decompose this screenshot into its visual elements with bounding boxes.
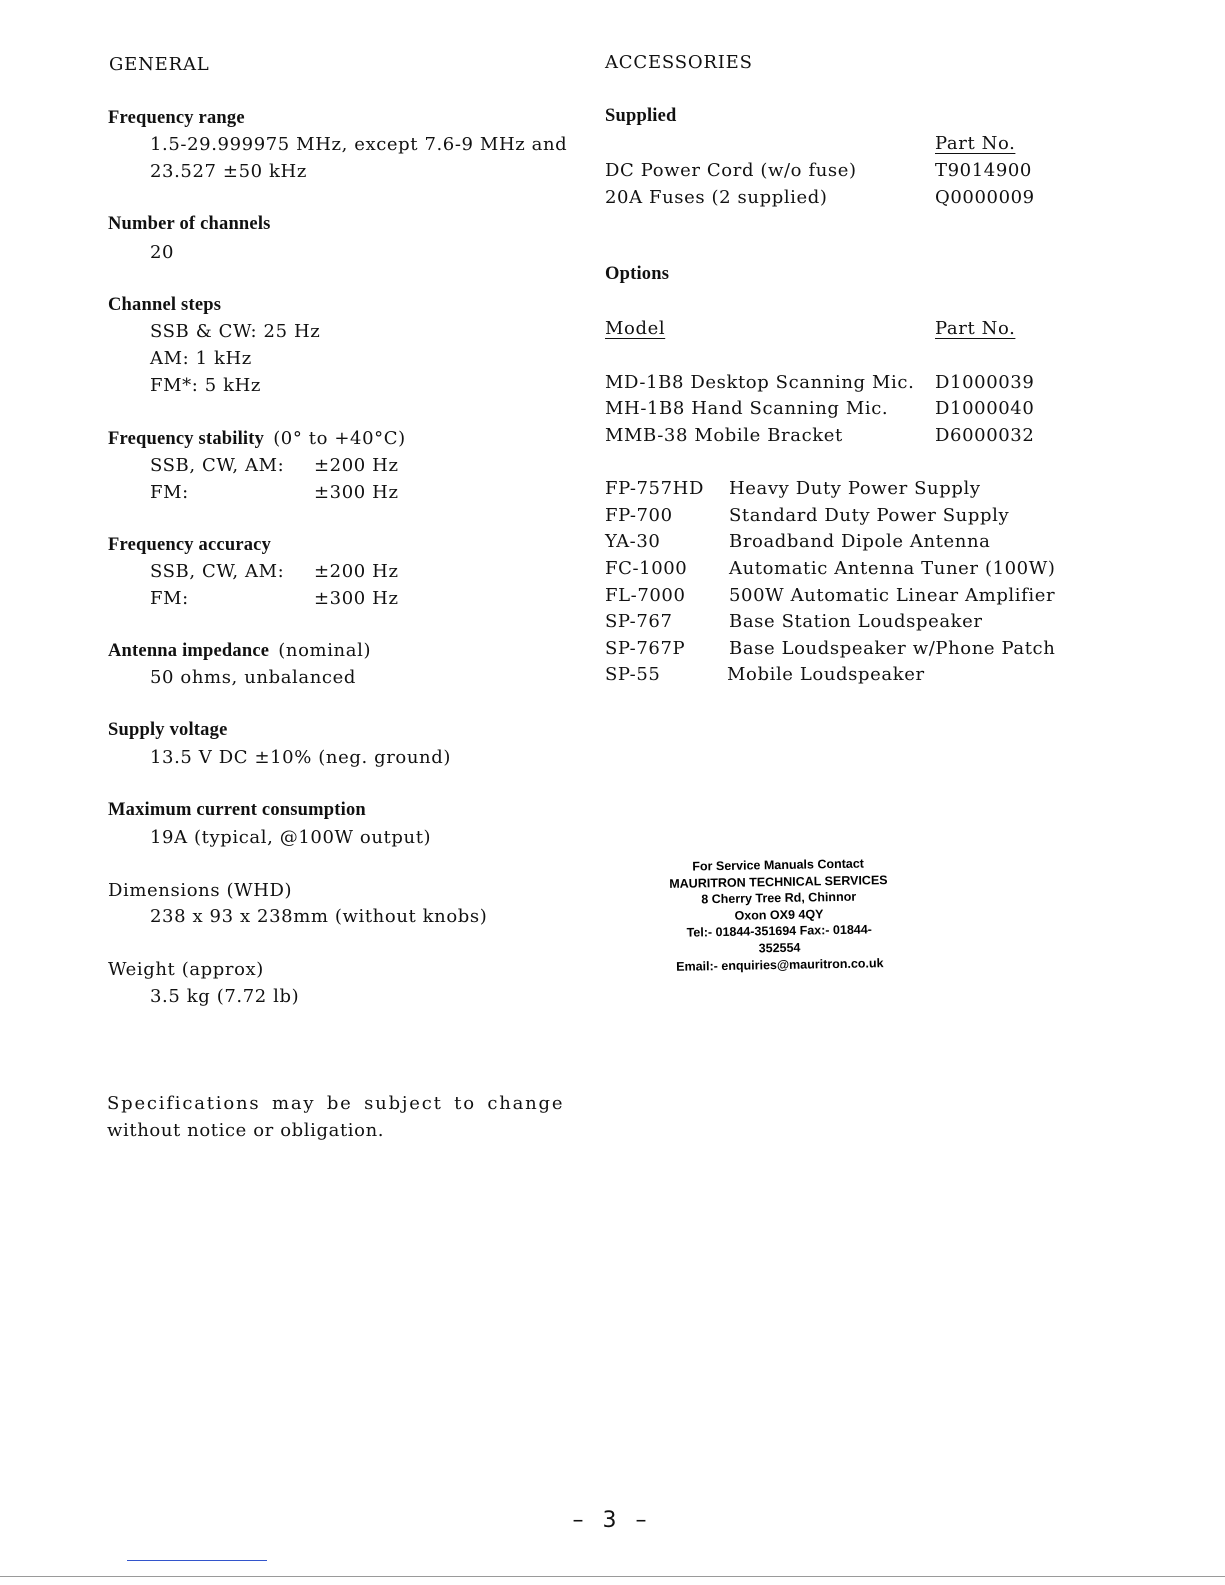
model-2-code: FP-700: [605, 505, 673, 526]
steps-label: Channel steps: [108, 295, 222, 315]
model-3-desc: Broadband Dipole Antenna: [729, 531, 991, 552]
supplied-part-header: Part No.: [935, 133, 1016, 154]
stability-ssb-label: SSB, CW, AM:: [150, 455, 285, 476]
option-item-3-part: D6000032: [935, 425, 1035, 446]
options-model-header: Model: [605, 318, 666, 339]
weight-value: 3.5 kg (7.72 lb): [150, 986, 300, 1007]
stability-fm-label: FM:: [150, 482, 189, 503]
accuracy-fm-value: ±300 Hz: [314, 588, 399, 609]
accuracy-ssb-label: SSB, CW, AM:: [150, 561, 285, 582]
model-5-code: FL-7000: [605, 585, 686, 606]
model-2-desc: Standard Duty Power Supply: [729, 505, 1010, 526]
impedance-qualifier: (nominal): [278, 640, 372, 661]
option-item-3-name: MMB-38 Mobile Bracket: [605, 425, 843, 446]
contact-line-6: Email:- enquiries@mauritron.co.uk: [676, 955, 884, 974]
model-8-desc: Mobile Loudspeaker: [727, 664, 925, 685]
freq-range-label: Frequency range: [108, 108, 245, 128]
supplied-item-1-part: T9014900: [935, 160, 1032, 181]
page-number: – 3 –: [572, 1508, 653, 1533]
contact-line-2: MAURITRON TECHNICAL SERVICES: [669, 872, 888, 891]
scan-edge-mark: [127, 1560, 267, 1561]
voltage-label: Supply voltage: [108, 720, 228, 740]
dimensions-value: 238 x 93 x 238mm (without knobs): [150, 906, 488, 927]
supplied-item-2-part: Q0000009: [935, 187, 1035, 208]
current-value: 19A (typical, @100W output): [150, 827, 432, 848]
freq-range-line2: 23.527 ±50 kHz: [150, 161, 307, 182]
stability-fm-value: ±300 Hz: [314, 482, 399, 503]
options-part-header: Part No.: [935, 318, 1016, 339]
model-7-desc: Base Loudspeaker w/Phone Patch: [729, 638, 1056, 659]
steps-am: AM: 1 kHz: [150, 348, 252, 369]
model-4-code: FC-1000: [605, 558, 688, 579]
impedance-value: 50 ohms, unbalanced: [150, 667, 356, 688]
model-6-code: SP-767: [605, 611, 673, 632]
steps-ssb-cw: SSB & CW: 25 Hz: [150, 321, 321, 342]
contact-line-1: For Service Manuals Contact: [692, 856, 865, 874]
impedance-heading: [108, 640, 371, 662]
contact-line-4: Oxon OX9 4QY: [734, 907, 824, 923]
stability-range: (0° to +40°C): [273, 428, 406, 449]
options-heading: Options: [605, 264, 670, 284]
option-item-1-name: MD-1B8 Desktop Scanning Mic.: [605, 372, 915, 393]
dimensions-label: Dimensions (WHD): [108, 880, 293, 901]
accuracy-fm-label: FM:: [150, 588, 189, 609]
general-title: GENERAL: [109, 54, 210, 75]
stability-label: Frequency stability: [108, 429, 265, 449]
model-1-desc: Heavy Duty Power Supply: [729, 478, 981, 499]
option-item-1-part: D1000039: [935, 372, 1035, 393]
weight-label: Weight (approx): [108, 959, 264, 980]
option-item-2-name: MH-1B8 Hand Scanning Mic.: [605, 398, 889, 419]
scan-bottom-edge: [0, 1576, 1225, 1577]
steps-fm: FM*: 5 kHz: [150, 375, 261, 396]
model-4-desc: Automatic Antenna Tuner (100W): [729, 558, 1056, 579]
notice-line2: without notice or obligation.: [107, 1120, 385, 1141]
channels-value: 20: [150, 242, 175, 263]
supplied-item-2-name: 20A Fuses (2 supplied): [605, 187, 828, 208]
stability-ssb-value: ±200 Hz: [314, 455, 399, 476]
accuracy-label: Frequency accuracy: [108, 535, 272, 555]
voltage-value: 13.5 V DC ±10% (neg. ground): [150, 747, 451, 768]
accessories-title: ACCESSORIES: [605, 52, 753, 73]
supplied-heading: Supplied: [605, 106, 677, 126]
contact-line-5: Tel:- 01844-351694 Fax:- 01844-352554: [686, 922, 873, 956]
stability-heading: [108, 428, 406, 450]
current-label: Maximum current consumption: [108, 800, 366, 820]
model-7-code: SP-767P: [605, 638, 686, 659]
freq-range-line1: 1.5-29.999975 MHz, except 7.6-9 MHz and: [150, 134, 568, 155]
notice-line1: Specifications may be subject to change: [107, 1093, 565, 1114]
model-3-code: YA-30: [605, 531, 661, 552]
channels-label: Number of channels: [108, 214, 271, 234]
model-6-desc: Base Station Loudspeaker: [729, 611, 983, 632]
accuracy-ssb-value: ±200 Hz: [314, 561, 399, 582]
model-5-desc: 500W Automatic Linear Amplifier: [729, 585, 1056, 606]
model-8-code: SP-55: [605, 664, 661, 685]
impedance-label: Antenna impedance: [108, 641, 270, 661]
supplied-item-1-name: DC Power Cord (w/o fuse): [605, 160, 857, 181]
service-contact-stamp: [667, 855, 891, 975]
contact-line-3: 8 Cherry Tree Rd, Chinnor: [701, 889, 857, 907]
option-item-2-part: D1000040: [935, 398, 1035, 419]
model-1-code: FP-757HD: [605, 478, 704, 499]
